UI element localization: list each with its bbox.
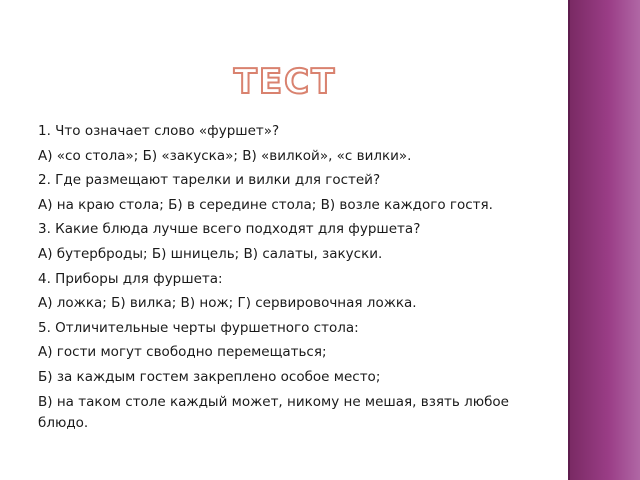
question-1: 1. Что означает слово «фуршет»? <box>38 123 280 139</box>
decorative-sidebar <box>570 0 640 480</box>
answer-4: А) ложка; Б) вилка; В) нож; Г) сервировочная ложка. <box>38 295 417 312</box>
question-3: 3. Какие блюда лучше всего подходят для фуршета? <box>38 221 421 238</box>
answer-3: А) бутерброды; Б) шницель; В) салаты, закуски. <box>38 245 383 262</box>
question-4: 4. Приборы для фуршета: <box>38 270 223 287</box>
slide-content <box>38 119 538 434</box>
answer-5-c: В) на таком столе каждый может, никому не мешая, взять любое блюдо. <box>38 393 509 431</box>
slide-title: ТЕСТ <box>233 62 337 102</box>
answer-5-b: Б) за каждым гостем закреплено особое место; <box>38 368 381 385</box>
answer-5-a: А) гости могут свободно перемещаться; <box>38 344 327 361</box>
answer-1: А) «со стола»; Б) «закуска»; В) «вилкой», «с вилки». <box>38 147 412 164</box>
answer-2: А) на краю стола; Б) в середине стола; В) возле каждого гостя. <box>38 196 493 213</box>
question-2: 2. Где размещают тарелки и вилки для гостей? <box>38 172 381 189</box>
question-5: 5. Отличительные черты фуршетного стола: <box>38 319 359 336</box>
